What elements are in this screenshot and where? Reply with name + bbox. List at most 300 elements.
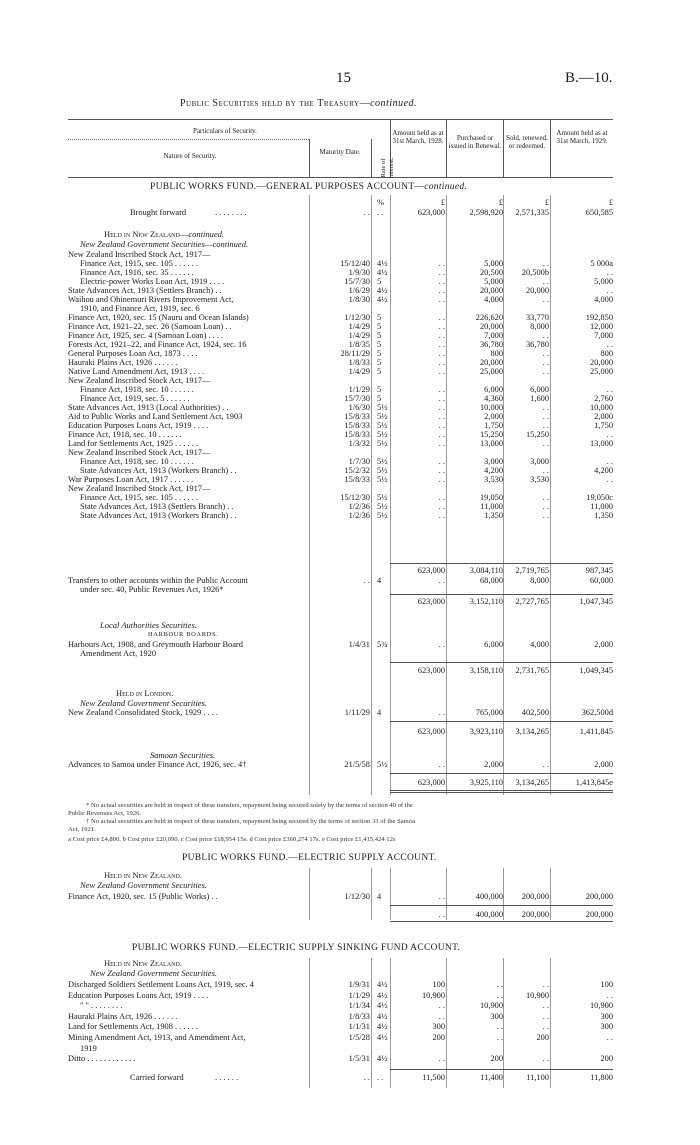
s2-total-held: . . <box>438 910 445 919</box>
page-number: 15 <box>336 70 351 86</box>
carried-forward-dots: . . . . . . <box>215 1073 239 1082</box>
row-particulars: State Advances Act, 1913 (Local Authorities) . . <box>68 403 229 412</box>
harbours-act-rate: 5¾ <box>377 640 388 649</box>
table-row <box>0 493 700 502</box>
s2-rate: 4 <box>377 892 382 901</box>
row-purchased: 25,000 <box>479 367 503 376</box>
harbours-act-pur: 6,000 <box>484 640 503 649</box>
row-particulars: State Advances Act, 1913 (Settlers Branch) . . <box>80 502 234 511</box>
row-held-1928: . . <box>438 268 445 277</box>
page-title-main: Public Securities held by the Treasury— <box>180 98 371 109</box>
subtotal1-amt: 987,345 <box>585 566 613 575</box>
row-held-1928: . . <box>438 493 445 502</box>
section-title-general-purposes <box>150 182 467 192</box>
row-held-1928: . . <box>438 466 445 475</box>
header-divider-6 <box>550 119 551 177</box>
row-held-1928: . . <box>438 502 445 511</box>
row-particulars: Finance Act, 1918, sec. 10 . . . . . . <box>80 457 194 466</box>
subtotal3-sold: 2,731,765 <box>515 666 549 675</box>
row-particulars: Waihou and Ohinemuri Rivers Improvement Act, <box>68 295 234 304</box>
row-held-1928: . . <box>438 1001 445 1011</box>
harbours-act-row-2 <box>0 649 700 658</box>
row-sold: 3,530 <box>530 475 549 484</box>
row-sold: 20,000 <box>525 286 549 295</box>
subtotal4-sold: 3,134,265 <box>515 727 549 736</box>
row-particulars: Education Purposes Loans Act, 1919 . . . . <box>68 421 209 430</box>
brought-mat: . . <box>363 208 370 217</box>
row-rate: 4½ <box>377 259 388 268</box>
row-held-1928: . . <box>438 367 445 376</box>
table-row <box>0 385 700 394</box>
row-maturity: 1/8/35 <box>348 340 370 349</box>
row-maturity: 1/2/36 <box>348 511 370 520</box>
section-title-main: PUBLIC WORKS FUND.—GENERAL PURPOSES ACCOUNT— <box>150 182 425 192</box>
s3-held-in-nz: Held in New Zealand. <box>104 958 182 968</box>
row-maturity: 1/4/29 <box>348 367 370 376</box>
row-particulars: Forests Act, 1921–22, and Finance Act, 1924, sec. 16 <box>68 340 247 349</box>
row-particulars: Land for Settlements Act, 1908 . . . . . . <box>68 1022 199 1032</box>
row-maturity: 1/1/31 <box>348 1022 370 1032</box>
row-rate: 5½ <box>377 502 388 511</box>
header-maturity: Maturity Date. <box>319 148 361 156</box>
subtotal4-rule <box>390 721 613 722</box>
table-row <box>0 439 700 448</box>
subtotal4-amt: 1,411,845 <box>579 727 613 736</box>
subtotal2-pur: 3,152,110 <box>469 597 503 606</box>
row-sold: . . <box>542 1001 549 1011</box>
row-maturity: 15/8/33 <box>344 421 370 430</box>
subtotal4-pur: 3,923,110 <box>469 727 503 736</box>
row-sold: 1,600 <box>530 394 549 403</box>
table-row <box>0 250 700 259</box>
row-rate: 5½ <box>377 430 388 439</box>
row-held-1928: . . <box>438 313 445 322</box>
s2-gov-securities: New Zealand Government Securities. <box>80 880 208 890</box>
row-purchased: 6,000 <box>484 385 503 394</box>
row-particulars: General Purposes Loan Act, 1873 . . . . <box>68 349 198 358</box>
s2-total-row <box>0 910 700 919</box>
transfers-mat: . . <box>363 576 370 585</box>
carried-forward-row <box>0 1073 700 1082</box>
row-particulars: New Zealand Inscribed Stock Act, 1917— <box>68 484 211 493</box>
row-sold: . . <box>542 403 549 412</box>
row-sold: . . <box>542 511 549 520</box>
subtotal3-amt: 1,049,345 <box>579 666 613 675</box>
row-held-1928: . . <box>438 412 445 421</box>
row-purchased: . . <box>496 1033 503 1042</box>
footnote-1b: Public Revenues Act, 1926. <box>68 810 142 817</box>
footnote-1: * No actual securities are held in respect of these transfers, repayment being secured solely by the terms of section 40 of the <box>86 802 413 809</box>
row-particulars: Aid to Public Works and Land Settlement Act, 1903 <box>68 412 243 421</box>
row-held-1928: . . <box>438 421 445 430</box>
row-held-1928: . . <box>438 385 445 394</box>
row-particulars: Mining Amendment Act, 1913, and Amendment Act, <box>68 1033 246 1042</box>
row-purchased: 19,050 <box>479 493 503 502</box>
row-maturity: 1/2/36 <box>348 502 370 511</box>
subtotal2-sold: 2,727,765 <box>515 597 549 606</box>
row-sold: . . <box>542 367 549 376</box>
held-in-london-heading: Held in London. <box>116 688 174 698</box>
row-held-1929: 1,350 <box>594 511 613 520</box>
row-purchased: 3,530 <box>484 475 503 484</box>
row-rate: 5 <box>377 340 382 349</box>
row-held-1929: 7,000 <box>594 331 613 340</box>
table-row <box>0 421 700 430</box>
row-held-1929: 100 <box>600 980 613 989</box>
subtotal3-rule <box>390 662 613 663</box>
harbour-boards-heading: HARBOUR BOARDS. <box>148 631 219 638</box>
row-rate: 5 <box>377 277 382 286</box>
row-sold: 8,000 <box>530 322 549 331</box>
row-particulars: Finance Act, 1921–22, sec. 26 (Samoan Loan) . . <box>68 322 232 331</box>
row-purchased: 1,750 <box>484 421 503 430</box>
subtotal1-sold: 2,719,765 <box>515 566 549 575</box>
row-held-1929: 12,000 <box>589 322 613 331</box>
row-purchased: 800 <box>490 349 503 358</box>
row-held-1929: 20,000 <box>589 358 613 367</box>
row-particulars: " " . . . . . . . . <box>80 1001 123 1011</box>
consolidated-mat: 1/11/29 <box>344 708 370 717</box>
row-sold: 200 <box>536 1033 549 1042</box>
header-rate: Rate of Interest. <box>380 157 395 179</box>
transfers-sold: 8,000 <box>530 576 549 585</box>
header-divider-5 <box>503 119 504 177</box>
total-amt: 1,413,845e <box>575 778 613 787</box>
consolidated-rate: 4 <box>377 708 382 717</box>
samoan-securities-heading: Samoan Securities. <box>150 750 216 760</box>
row-sold: 36,780 <box>525 340 549 349</box>
row-held-1929: . . <box>606 990 613 1000</box>
row-held-1929: 192,850 <box>585 313 613 322</box>
row-purchased: 226,620 <box>475 313 503 322</box>
row-rate: 5 <box>377 367 382 376</box>
row-held-1929: 300 <box>600 1011 613 1021</box>
table-row <box>0 331 700 340</box>
row-rate: 5½ <box>377 403 388 412</box>
page-title <box>180 98 417 109</box>
row-sold: . . <box>542 1011 549 1021</box>
table-row <box>0 277 700 286</box>
row-rate: 5½ <box>377 439 388 448</box>
advances-mat: 21/5/58 <box>344 760 370 769</box>
consolidated-label: New Zealand Consolidated Stock, 1929 . . . . <box>68 708 219 717</box>
row-held-1929: 2,000 <box>594 412 613 421</box>
held-in-nz-cont: continued. <box>188 229 224 239</box>
row-sold: . . <box>542 259 549 268</box>
header-held-1929: Amount held as at 31st March, 1929. <box>556 129 608 145</box>
table-row <box>0 286 700 295</box>
consolidated-amt: 362,500d <box>581 708 613 717</box>
row-rate: 5½ <box>377 421 388 430</box>
advances-samoa-row <box>0 760 700 769</box>
table-row <box>0 1033 700 1042</box>
table-row <box>0 991 700 1000</box>
row-held-1928: 200 <box>432 1033 445 1042</box>
s2-amt: 200,000 <box>585 892 613 901</box>
row-sold: . . <box>542 1022 549 1032</box>
row-sold: . . <box>542 358 549 367</box>
subtotal1-rule <box>390 563 613 564</box>
table-row <box>0 466 700 475</box>
row-maturity: 15/12/40 <box>340 259 370 268</box>
table-row <box>0 1001 700 1010</box>
harbours-act-mat: 1/4/31 <box>348 640 370 649</box>
header-bottom-rule <box>68 177 613 178</box>
row-sold: 10,900 <box>525 990 549 1000</box>
harbours-act-row <box>0 640 700 649</box>
row-particulars: Finance Act, 1916, sec. 35 . . . . . . <box>80 268 194 277</box>
row-sold: . . <box>542 439 549 448</box>
row-sold: 15,250 <box>525 430 549 439</box>
row-purchased: 10,900 <box>479 1001 503 1011</box>
row-sold: . . <box>542 1054 549 1064</box>
brought-forward-row <box>0 208 700 217</box>
row-maturity: 1/5/28 <box>348 1033 370 1042</box>
row-purchased: 2,000 <box>484 412 503 421</box>
row-particulars: War Purposes Loan Act, 1917 . . . . . . <box>68 475 194 484</box>
local-authorities-heading: Local Authorities Securities. <box>100 620 197 630</box>
row-held-1929: 4,200 <box>594 466 613 475</box>
subtotal4-row <box>0 727 700 736</box>
header-nature: Nature of Security. <box>163 152 217 160</box>
row-maturity: 15/8/33 <box>344 430 370 439</box>
table-row <box>0 412 700 421</box>
advances-label: Advances to Samoa under Finance Act, 1926, sec. 4† <box>68 760 247 769</box>
row-maturity: 1/6/30 <box>348 403 370 412</box>
table-row <box>0 1044 700 1053</box>
table-row <box>0 295 700 304</box>
row-held-1929: 10,900 <box>589 1001 613 1011</box>
row-purchased: 13,000 <box>479 439 503 448</box>
s2-finance-row <box>0 892 700 901</box>
section-title-cont: continued. <box>424 182 468 192</box>
row-particulars: Finance Act, 1920, sec. 15 (Nauru and Ocean Islands) <box>68 313 249 322</box>
row-held-1929: 2,760 <box>594 394 613 403</box>
brought-forward-label: Brought forward <box>130 208 187 217</box>
row-held-1928: . . <box>438 1054 445 1064</box>
row-held-1928: . . <box>438 322 445 331</box>
row-maturity: 1/7/30 <box>348 457 370 466</box>
footnote-cost-prices: a Cost price £4,800. b Cost price £20,090. c Cost price £18,954 15s. d Cost price £360,274 17s. e Cost price £1,415,424 12s <box>68 836 396 843</box>
row-particulars: Electric-power Works Loan Act, 1919 . . . . <box>80 277 225 286</box>
row-held-1929: 11,000 <box>590 502 613 511</box>
row-maturity: 1/1/29 <box>348 990 370 1000</box>
unit-sold: £ <box>544 198 549 207</box>
brought-rate: . . <box>377 208 384 217</box>
subtotal2-row <box>0 597 700 606</box>
row-held-1929: 300 <box>600 1022 613 1032</box>
row-particulars: Education Purposes Loans Act, 1919 . . . . <box>68 990 209 1000</box>
subtotal3-pur: 3,158,110 <box>469 666 503 675</box>
table-row <box>0 394 700 403</box>
row-sold: . . <box>542 980 549 989</box>
row-purchased: 36,780 <box>479 340 503 349</box>
total-double-rule <box>390 790 613 793</box>
row-rate: 4½ <box>377 1054 388 1064</box>
row-rate: 4½ <box>377 990 388 1000</box>
brought-held: 623,000 <box>417 208 445 217</box>
row-held-1929: . . <box>606 457 613 466</box>
s3-carried-rule <box>390 1069 613 1070</box>
table-row <box>0 376 700 385</box>
row-maturity: 28/11/29 <box>340 349 370 358</box>
row-held-1929: 5 000a <box>590 259 613 268</box>
subtotal3-row <box>0 666 700 675</box>
s2-held-in-nz: Held in New Zealand. <box>104 870 182 880</box>
row-purchased: 20,000 <box>479 286 503 295</box>
row-held-1929: 19,050c <box>586 493 613 502</box>
brought-amt: 650,585 <box>585 208 613 217</box>
row-maturity: 15/8/33 <box>344 475 370 484</box>
header-sold: Sold, renewed, or redeemed. <box>506 134 548 150</box>
held-in-nz-heading <box>104 229 224 239</box>
carried-rate: . . <box>377 1073 384 1082</box>
harbours-act-line2: Amendment Act, 1920 <box>80 649 157 658</box>
s2-label: Finance Act, 1920, sec. 15 (Public Works) . . <box>68 892 218 901</box>
row-maturity: 1/9/31 <box>348 980 370 989</box>
row-maturity: 1/9/30 <box>348 268 370 277</box>
row-held-1928: . . <box>438 277 445 286</box>
carried-sold: 11,100 <box>526 1073 549 1082</box>
row-maturity: 1/8/33 <box>348 358 370 367</box>
row-maturity: 15/7/30 <box>344 277 370 286</box>
row-held-1928: . . <box>438 331 445 340</box>
row-purchased: 3,000 <box>484 457 503 466</box>
row-sold: . . <box>542 493 549 502</box>
total-sold: 3,134,265 <box>515 778 549 787</box>
row-particulars: 1910, and Finance Act, 1919, sec. 6 <box>80 304 200 313</box>
s2-bottom-rule <box>390 921 613 922</box>
held-in-nz-label: Held in New Zealand— <box>104 229 189 239</box>
advances-pur: 2,000 <box>484 760 503 769</box>
row-maturity: 1/8/33 <box>348 1011 370 1021</box>
table-row <box>0 430 700 439</box>
row-held-1929: . . <box>606 340 613 349</box>
table-row <box>0 511 700 520</box>
section1-total-row <box>0 778 700 787</box>
row-particulars: 1919 <box>80 1043 97 1053</box>
row-held-1929: . . <box>606 286 613 295</box>
row-rate: 5 <box>377 385 382 394</box>
row-sold: . . <box>542 331 549 340</box>
row-maturity: 15/12/30 <box>340 493 370 502</box>
brought-forward-dots: . . . . . . . . <box>215 208 247 217</box>
row-purchased: 5,000 <box>484 259 503 268</box>
table-row <box>0 448 700 457</box>
row-rate: 4½ <box>377 286 388 295</box>
advances-sold: . . <box>542 760 549 769</box>
header-purchased: Purchased or issued in Renewal. <box>448 134 502 150</box>
row-purchased: 20,000 <box>479 358 503 367</box>
s2-held: . . <box>438 892 445 901</box>
carried-pur: 11,400 <box>480 1073 503 1082</box>
header-divider-1 <box>309 139 310 177</box>
row-held-1928: . . <box>438 511 445 520</box>
row-particulars: Finance Act, 1925, sec. 4 (Samoan Loan) . . . . <box>68 331 224 340</box>
row-particulars: Land for Settlements Act, 1925 . . . . . . <box>68 439 199 448</box>
row-maturity: 1/8/30 <box>348 295 370 304</box>
row-purchased: . . <box>496 990 503 1000</box>
s2-pur: 400,000 <box>475 892 503 901</box>
header-divider-4 <box>446 119 447 177</box>
row-rate: 4½ <box>377 268 388 277</box>
row-particulars: Finance Act, 1915, sec. 105 . . . . . . <box>80 493 198 502</box>
s2-total-pur: 400,000 <box>475 910 503 919</box>
row-held-1929: 13,000 <box>589 439 613 448</box>
row-sold: . . <box>542 295 549 304</box>
header-top-rule <box>68 119 613 120</box>
row-held-1929: 5,000 <box>594 277 613 286</box>
row-particulars: Finance Act, 1918, sec. 10 . . . . . . <box>68 430 182 439</box>
header-divider-2 <box>371 139 372 177</box>
row-rate: 5½ <box>377 466 388 475</box>
row-held-1928: 300 <box>432 1022 445 1032</box>
row-particulars: Discharged Soldiers Settlement Loans Act, 1919, sec. 4 <box>68 980 254 989</box>
brought-pur: 2,598,920 <box>469 208 503 217</box>
row-particulars: New Zealand Inscribed Stock Act, 1917— <box>68 448 211 457</box>
transfers-pur: 68,000 <box>479 576 503 585</box>
subtotal2-amt: 1,047,345 <box>579 597 613 606</box>
row-held-1928: . . <box>438 394 445 403</box>
transfers-line1: Transfers to other accounts within the Public Account <box>68 576 248 585</box>
row-held-1928: . . <box>438 430 445 439</box>
s2-mat: 1/12/30 <box>344 892 370 901</box>
total-pur: 3,925,110 <box>469 778 503 787</box>
unit-amt: £ <box>608 198 613 207</box>
harbours-act-sold: 4,000 <box>530 640 549 649</box>
table-row <box>0 268 700 277</box>
row-purchased: 4,360 <box>484 394 503 403</box>
subtotal3-held: 623,000 <box>417 666 445 675</box>
total-held: 623,000 <box>417 778 445 787</box>
row-held-1929: . . <box>606 268 613 277</box>
row-sold: . . <box>542 502 549 511</box>
row-particulars: Hauraki Plains Act, 1926 . . . . . . <box>68 358 178 367</box>
row-particulars: Finance Act, 1918, sec. 10 . . . . . . <box>80 385 194 394</box>
transfers-amt: 60,000 <box>589 576 613 585</box>
row-maturity: 1/1/34 <box>348 1001 370 1011</box>
row-sold: . . <box>542 412 549 421</box>
s3-gov-securities: New Zealand Government Securities. <box>90 968 218 978</box>
row-particulars: Finance Act, 1919, sec. 5 . . . . . . <box>80 394 190 403</box>
header-held-1928: Amount held as at 31st March, 1928. <box>392 129 444 145</box>
table-row <box>0 349 700 358</box>
table-row <box>0 457 700 466</box>
row-maturity: 1/3/32 <box>348 439 370 448</box>
row-held-1928: . . <box>438 349 445 358</box>
row-held-1929: . . <box>606 1033 613 1042</box>
row-held-1928: . . <box>438 259 445 268</box>
row-rate: 5½ <box>377 457 388 466</box>
row-particulars: New Zealand Inscribed Stock Act, 1917— <box>68 376 211 385</box>
row-sold: . . <box>542 349 549 358</box>
row-sold: 3,000 <box>530 457 549 466</box>
harbours-act-held: . . <box>438 640 445 649</box>
subtotal1-pur: 3,084,110 <box>469 566 503 575</box>
row-held-1928: . . <box>438 340 445 349</box>
unit-rate: % <box>377 198 384 207</box>
table-row <box>0 403 700 412</box>
page-code: B.—10. <box>565 70 613 86</box>
row-particulars: State Advances Act, 1913 (Workers Branch) . . <box>80 511 237 520</box>
row-rate: 4½ <box>377 1033 388 1042</box>
row-held-1929: 4,000 <box>594 295 613 304</box>
london-gov-securities-heading: New Zealand Government Securities. <box>80 698 208 708</box>
s2-total-rule <box>390 905 613 906</box>
section-title-sinking-fund: PUBLIC WORKS FUND.—ELECTRIC SUPPLY SINKING FUND ACCOUNT. <box>132 943 461 953</box>
footnote-2: † No actual securities are held in respect of these transfers, repayment being secured by the terms of section 33 of the Samoa <box>86 818 416 825</box>
row-rate: 5 <box>377 331 382 340</box>
